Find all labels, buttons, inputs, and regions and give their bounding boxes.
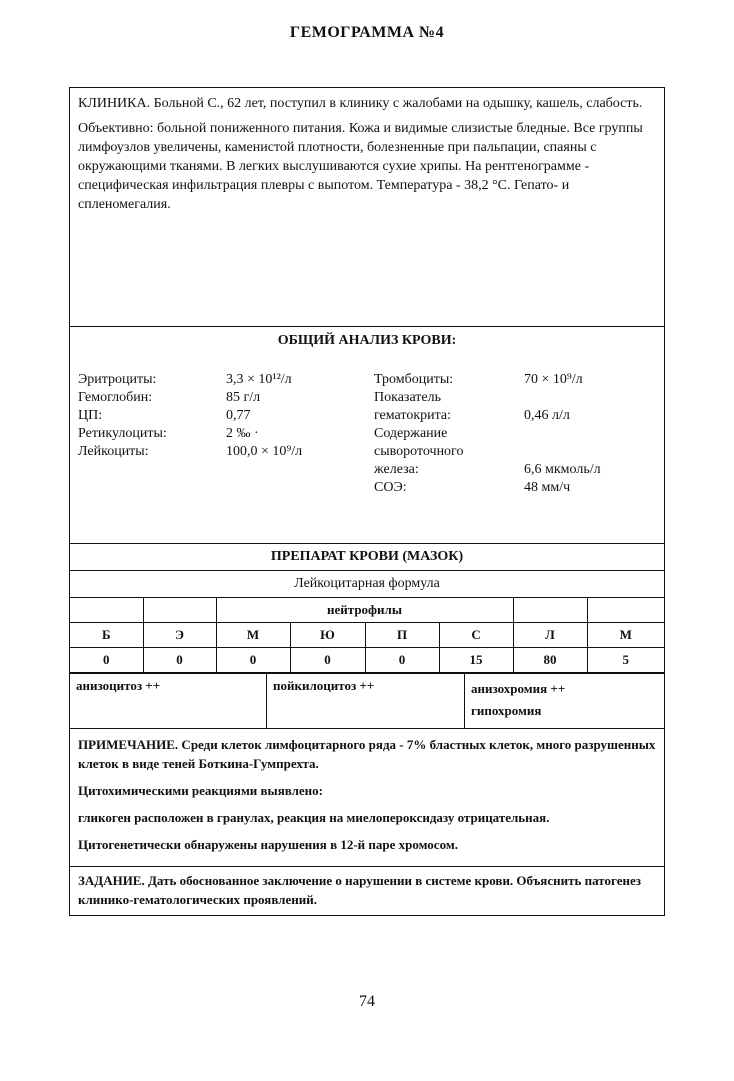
right-label: железа: (374, 462, 419, 477)
column-header: Б (70, 623, 143, 648)
note-section (70, 729, 664, 867)
leukocyte-formula-heading: Лейкоцитарная формула (70, 571, 664, 598)
formula-value: 0 (365, 648, 439, 673)
left-value: 85 г/л (226, 390, 261, 405)
clinic-section (70, 88, 664, 327)
right-value (524, 389, 601, 407)
right-label: СОЭ: (374, 480, 407, 495)
formula-value: 0 (70, 648, 143, 673)
column-header: М (587, 623, 664, 648)
morphology-row (70, 673, 664, 728)
page-number: 74 (359, 993, 375, 1010)
task-section: ЗАДАНИЕ. Дать обоснованное заключение о нарушении в системе крови. Объяснить патогенез клинико-гематологических проявлений. (78, 873, 641, 907)
neutrophils-header: нейтрофилы (216, 598, 513, 623)
anisochromia-text: анизохромия ++ (471, 681, 566, 696)
left-value: 100,0 × 10⁹/л (226, 444, 303, 459)
right-value: 48 мм/ч (524, 480, 571, 495)
clinic-objective: Объективно: больной пониженного питания. Кожа и видимые слизистые бледные. Все группы лимфоузлов увеличены, каменистой плотности, болезненные при пальпации, спаяны с окружающими тканями. В легких выслушиваются сухие хрипы. На рентгенограмме - специфическая инфильтрация плевры с выпотом. Температура - 38,2 °С. Гепато- и спленомегалия. (78, 121, 643, 212)
left-value: 0,77 (226, 408, 251, 423)
right-values (524, 371, 601, 497)
column-header: Ю (290, 623, 365, 648)
blood-analysis-heading: ОБЩИЙ АНАЛИЗ КРОВИ: (277, 333, 457, 348)
right-value: 6,6 мкмоль/л (524, 462, 601, 477)
empty-header-cell (70, 598, 143, 623)
left-label: ЦП: (78, 408, 103, 423)
note-cytochem: гликоген расположен в гранулах, реакция на миелопероксидазу отрицательная. (78, 810, 550, 825)
column-header: С (439, 623, 513, 648)
left-label: Ретикулоциты: (78, 426, 167, 441)
poikilocytosis-cell: пойкилоцитоз ++ (266, 674, 464, 728)
formula-value: 15 (439, 648, 513, 673)
right-value (524, 443, 601, 461)
right-value: 0,46 л/л (524, 408, 570, 423)
formula-value: 5 (587, 648, 664, 673)
smear-section (70, 544, 664, 729)
right-label: сывороточного (374, 444, 464, 459)
right-label: Содержание (374, 426, 448, 441)
left-label: Гемоглобин: (78, 390, 153, 405)
empty-header-cell (513, 598, 587, 623)
hemogram-card (69, 87, 665, 916)
right-label: Тромбоциты: (374, 372, 454, 387)
right-label: Показатель (374, 390, 441, 405)
right-value (524, 425, 601, 443)
note-blasts: ПРИМЕЧАНИЕ. Среди клеток лимфоцитарного ряда - 7% бластных клеток, много разрушенных клеток в виде теней Боткина-Гумпрехта. (78, 737, 656, 771)
clinic-complaints: КЛИНИКА. Больной С., 62 лет, поступил в клинику с жалобами на одышку, кашель, слабость. (78, 96, 643, 111)
column-header: Л (513, 623, 587, 648)
left-values (226, 371, 302, 461)
smear-heading: ПРЕПАРАТ КРОВИ (МАЗОК) (70, 544, 664, 571)
column-header: М (216, 623, 290, 648)
left-value: 2 ‰ · (226, 426, 259, 441)
anisocytosis-cell: анизоцитоз ++ (76, 678, 161, 693)
formula-value: 80 (513, 648, 587, 673)
empty-header-cell (143, 598, 216, 623)
right-label: гематокрита: (374, 408, 452, 423)
leukocyte-formula-table (70, 598, 664, 673)
empty-header-cell (587, 598, 664, 623)
note-cytochem-heading: Цитохимическими реакциями выявлено: (78, 783, 323, 798)
left-labels (78, 371, 167, 461)
right-value: 70 × 10⁹/л (524, 372, 583, 387)
blood-analysis-section (70, 327, 664, 544)
formula-value: 0 (143, 648, 216, 673)
left-label: Эритроциты: (78, 372, 157, 387)
formula-value: 0 (216, 648, 290, 673)
page-title: ГЕМОГРАММА №4 (289, 24, 445, 41)
column-header: П (365, 623, 439, 648)
chromia-cell (464, 674, 664, 728)
note-cytogenetics: Цитогенетически обнаружены нарушения в 12-й паре хромосом. (78, 837, 458, 852)
formula-value: 0 (290, 648, 365, 673)
column-header: Э (143, 623, 216, 648)
left-value: 3,3 × 10¹²/л (226, 372, 292, 387)
hypochromia-text: гипохромия (471, 703, 542, 718)
right-labels (374, 371, 463, 497)
left-label: Лейкоциты: (78, 444, 149, 459)
